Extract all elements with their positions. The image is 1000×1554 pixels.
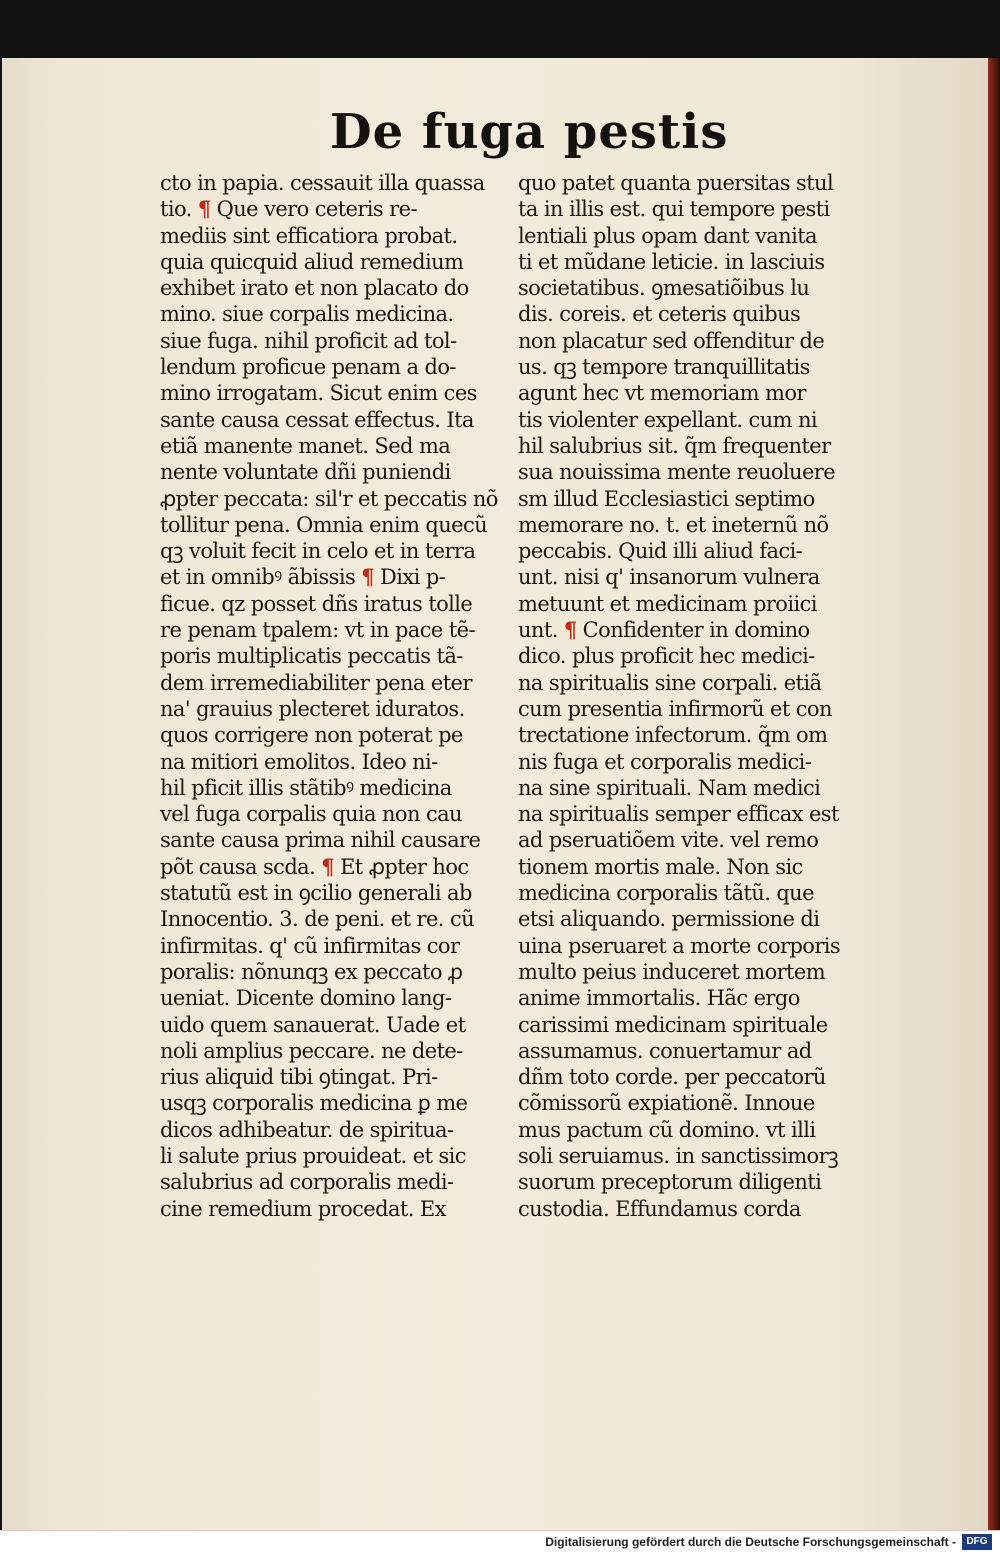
text-line: ta in illis est. qui tempore pesti (518, 197, 830, 222)
text-line: medicina corporalis tãtũ. que (518, 881, 814, 906)
text-line: mino. siue corpalis medicina. (160, 302, 454, 327)
text-line: statutũ est in ꝯcilio generali ab (160, 881, 472, 906)
text-line: mediis sint efficatiora probat. (160, 223, 458, 248)
text-line: usqꝫ corporalis medicina ꝑ me (160, 1091, 468, 1116)
text-line: ꝓpter peccata: sil'r et peccatis nõ (160, 486, 498, 511)
text-line: tionem mortis male. Non sic (518, 854, 803, 879)
page-title: De fuga pestis (330, 104, 729, 160)
text-line: na spiritualis semper efficax est (518, 802, 839, 827)
text-line: na sine spirituali. Nam medici (518, 775, 821, 800)
text-line: cine remedium procedat. Ex (160, 1196, 446, 1221)
text-line: unt. ¶ Confidenter in domino (518, 617, 810, 643)
text-line: na mitiori emolitos. Ideo ni- (160, 749, 438, 774)
text-line: unt. nisi q' insanorum vulnera (518, 565, 820, 590)
text-line: dico. plus proficit hec medici- (518, 644, 815, 669)
text-line: hil pficit illis stãtibꝰ medicina (160, 775, 452, 800)
text-line: infirmitas. q' cũ infirmitas cor (160, 933, 460, 958)
text-line: tollitur pena. Omnia enim quecũ (160, 512, 488, 537)
book-cover-edge (988, 58, 1000, 1530)
text-line: societatibus. ꝯmesatiõibus lu (518, 276, 810, 301)
text-line: li salute prius prouideat. et sic (160, 1143, 466, 1168)
text-line: metuunt et medicinam proiici (518, 591, 817, 616)
text-line: etsi aliquando. permissione di (518, 907, 820, 932)
footer-bar (0, 1530, 1000, 1554)
text-line: lentiali plus opam dant vanita (518, 223, 817, 248)
text-line: sante causa prima nihil causare (160, 828, 481, 853)
text-line: ueniat. Dicente domino lang- (160, 986, 452, 1011)
paragraph-mark: ¶ (563, 617, 577, 643)
text-line: peccabis. Quid illi aliud faci- (518, 539, 803, 564)
text-line: anime immortalis. Hãc ergo (518, 986, 800, 1011)
text-line: suorum preceptorum diligenti (518, 1170, 822, 1195)
text-line: nente voluntate dñi puniendi (160, 460, 451, 485)
text-line: cto in papia. cessauit illa quassa (160, 171, 485, 195)
text-line: Innocentio. 3. de peni. et re. cũ (160, 907, 475, 932)
text-line: dis. coreis. et ceteris quibus (518, 302, 801, 327)
text-line: cum presentia infirmorũ et con (518, 696, 832, 721)
text-line: assumamus. conuertamur ad (518, 1038, 812, 1063)
text-line: custodia. Effundamus corda (518, 1196, 801, 1221)
text-line: põt causa scda. ¶ Et ꝓpter hoc (160, 853, 469, 879)
text-line: multo peius induceret mortem (518, 959, 826, 984)
text-line: qꝫ voluit fecit in celo et in terra (160, 539, 476, 564)
text-line: ti et mũdane leticie. in lasciuis (518, 249, 825, 274)
text-line: cõmissorũ expiationẽ. Innoue (518, 1091, 815, 1116)
right-column (518, 170, 878, 1222)
text-line: hil salubrius sit. q̃m frequenter (518, 433, 831, 458)
text-line: vel fuga corpalis quia non cau (160, 802, 462, 827)
text-line: dñm toto corde. per peccatorũ (518, 1065, 826, 1090)
text-line: agunt hec vt memoriam mor (518, 381, 806, 406)
text-line: etiã manente manet. Sed ma (160, 433, 451, 458)
text-line: us. qꝫ tempore tranquillitatis (518, 355, 810, 380)
left-column (160, 170, 520, 1222)
text-line: mus pactum cũ domino. vt illi (518, 1117, 816, 1142)
text-line: uido quem sanauerat. Uade et (160, 1012, 466, 1037)
text-line: noli amplius peccare. ne dete- (160, 1038, 463, 1063)
text-line: carissimi medicinam spirituale (518, 1012, 828, 1037)
text-line: rius aliquid tibi ꝯtingat. Pri- (160, 1065, 438, 1090)
paragraph-mark: ¶ (361, 564, 374, 590)
text-line: ad pseruatiõem vite. vel remo (518, 828, 819, 853)
text-line: dem irremediabiliter pena eter (160, 670, 472, 695)
text-line: sua nouissima mente reuoluere (518, 460, 836, 485)
text-line: salubrius ad corporalis medi- (160, 1170, 454, 1195)
text-line: tis violenter expellant. cum ni (518, 407, 818, 432)
text-line: trectatione infectorum. q̃m om (518, 723, 828, 748)
text-line: et in omnibꝰ ãbissis ¶ Dixi p- (160, 564, 446, 590)
text-line: soli seruiamus. in sanctissimorꝫ (518, 1143, 839, 1168)
text-line: non placatur sed offenditur de (518, 328, 825, 353)
text-line: lendum proficue penam a do- (160, 355, 456, 380)
text-line: dicos adhibeatur. de spiritua- (160, 1117, 454, 1142)
text-line: sm illud Ecclesiastici septimo (518, 486, 815, 511)
text-line: na' grauius plecteret iduratos. (160, 696, 465, 721)
paragraph-mark: ¶ (321, 853, 334, 879)
text-line: siue fuga. nihil proficit ad tol- (160, 328, 457, 353)
dfg-logo: DFG (962, 1534, 992, 1550)
text-line: quia quicquid aliud remedium (160, 249, 464, 274)
text-line: poralis: nõnunqꝫ ex peccato ꝓ (160, 959, 463, 984)
text-line: uina pseruaret a morte corporis (518, 933, 841, 958)
text-line: re penam tpalem: vt in pace tẽ- (160, 618, 475, 643)
text-line: sante causa cessat effectus. Ita (160, 407, 474, 432)
funding-notice: Digitalisierung gefördert durch die Deutsche Forschungsgemeinschaft - (545, 1535, 956, 1549)
text-line: exhibet irato et non placato do (160, 276, 469, 301)
text-line: ficue. qz posset dñs iratus tolle (160, 591, 473, 616)
text-line: mino irrogatam. Sicut enim ces (160, 381, 477, 406)
text-line: tio. ¶ Que vero ceteris re- (160, 196, 417, 222)
paragraph-mark: ¶ (197, 196, 211, 222)
text-line: memorare no. t. et ineternũ nõ (518, 512, 829, 537)
text-line: na spiritualis sine corpali. etiã (518, 670, 822, 695)
text-line: nis fuga et corporalis medici- (518, 749, 812, 774)
text-line: quo patet quanta puersitas stul (518, 171, 834, 195)
text-line: poris multiplicatis peccatis tã- (160, 644, 463, 669)
text-line: quos corrigere non poterat pe (160, 723, 463, 748)
